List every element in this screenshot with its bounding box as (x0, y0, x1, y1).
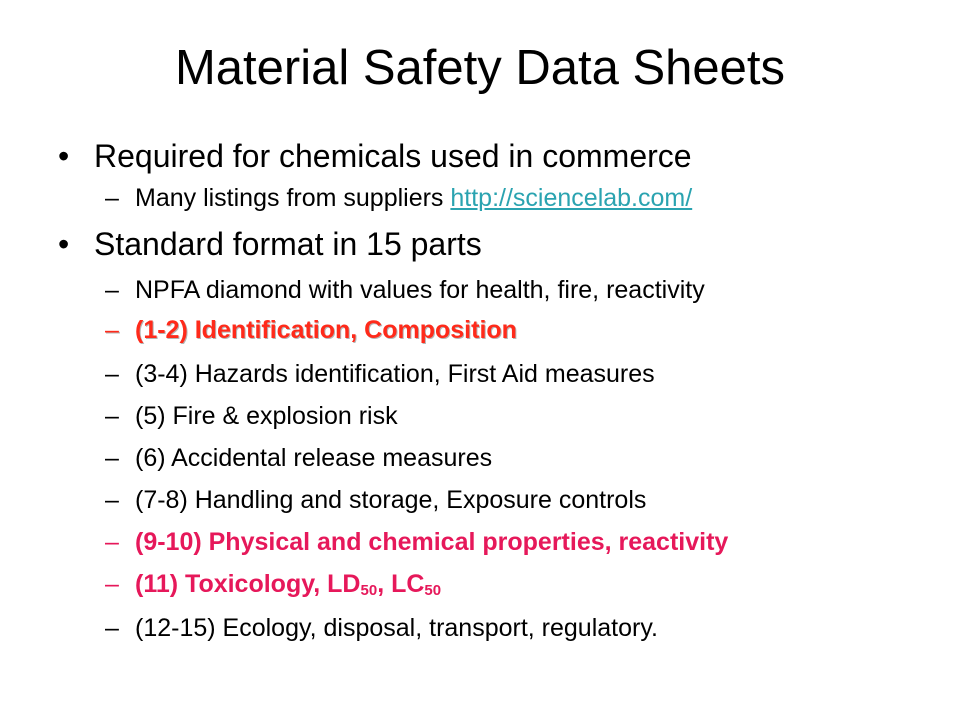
sub-item (105, 612, 658, 644)
sub-item-text: (5) Fire & explosion risk (135, 402, 398, 430)
sub-item-text: (6) Accidental release measures (135, 444, 493, 472)
sub-item (105, 358, 655, 390)
sub-item (105, 182, 692, 214)
sciencelab-link[interactable]: http://sciencelab.com/ (450, 184, 693, 212)
dash-marker: – (105, 528, 119, 556)
dash-marker: – (105, 276, 119, 304)
sub-item-text: (12-15) Ecology, disposal, transport, regulatory. (135, 614, 658, 642)
dash-marker: – (105, 316, 119, 344)
sub-item (105, 442, 492, 474)
bullet-marker: • (58, 226, 70, 262)
sub-item-text: (9-10) Physical and chemical properties, reactivity (135, 528, 729, 556)
sub-item-text: (7-8) Handling and storage, Exposure controls (135, 486, 647, 514)
dash-marker: – (105, 614, 119, 642)
sub-item-text: Many listings from suppliers (135, 184, 451, 212)
dash-marker: – (105, 184, 119, 212)
dash-marker: – (105, 402, 119, 430)
sub-item-text: NPFA diamond with values for health, fire, reactivity (135, 276, 705, 304)
subscript: 50 (424, 582, 442, 599)
bullet-item (58, 224, 482, 264)
bullet-text: Standard format in 15 parts (94, 226, 482, 262)
sub-item-highlighted (105, 526, 728, 558)
sub-item-highlighted (105, 568, 441, 600)
dash-marker: – (105, 360, 119, 388)
sub-item (105, 484, 646, 516)
sub-item-text: (1-2) Identification, Composition (135, 316, 517, 344)
sub-item (105, 400, 398, 432)
sub-item (105, 274, 705, 306)
sub-item-text: , LC (377, 570, 425, 598)
sub-item-highlighted (105, 314, 517, 346)
dash-marker: – (105, 570, 119, 598)
sub-item-text: (11) Toxicology, LD (135, 570, 361, 598)
dash-marker: – (105, 444, 119, 472)
bullet-marker: • (58, 138, 70, 174)
sub-item-text: (3-4) Hazards identification, First Aid measures (135, 360, 655, 388)
subscript: 50 (360, 582, 378, 599)
bullet-item (58, 136, 692, 176)
dash-marker: – (105, 486, 119, 514)
bullet-text: Required for chemicals used in commerce (94, 138, 692, 174)
slide-title: Material Safety Data Sheets (174, 41, 786, 95)
